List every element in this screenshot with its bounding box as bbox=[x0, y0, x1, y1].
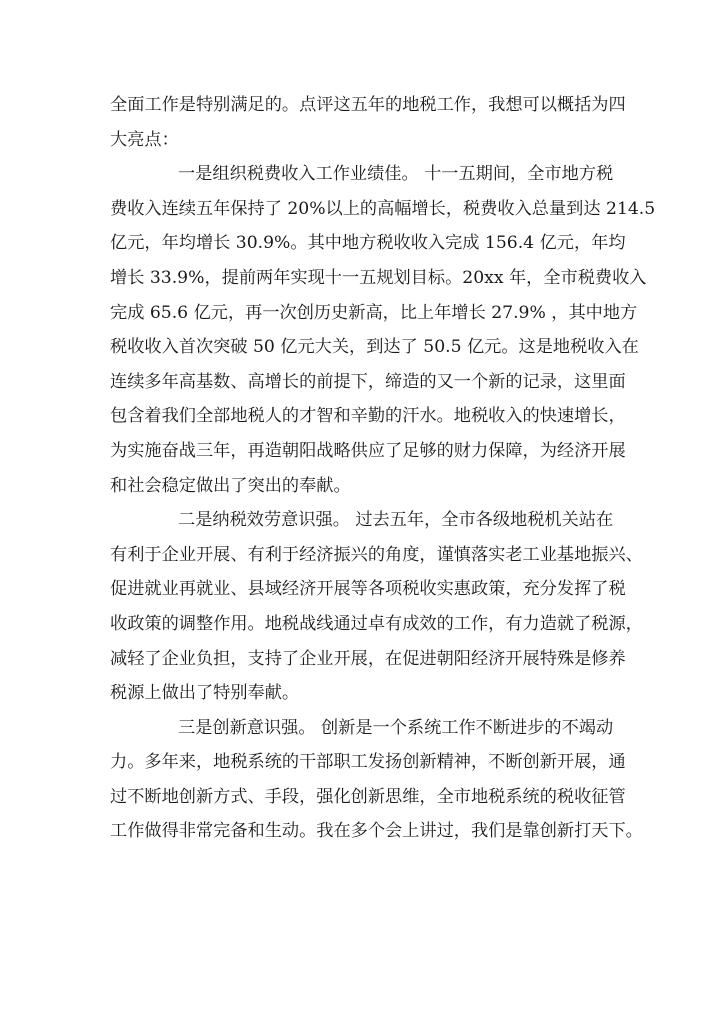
text-line: 增长 33.9%，提前两年实现十一五规划目标。20xx 年，全市税费收入 bbox=[110, 267, 647, 288]
paragraph-intro bbox=[110, 88, 626, 157]
text-line: 过不断地创新方式、手段，强化创新思维，全市地税系统的税收征管 bbox=[110, 786, 626, 807]
text-line: 二是纳税效劳意识强。 过去五年，全市各级地税机关站在 bbox=[178, 510, 614, 531]
document-body bbox=[110, 88, 656, 849]
paragraph-highlight-1 bbox=[110, 157, 656, 503]
paragraph-highlight-2 bbox=[110, 503, 643, 711]
text-line: 亿元，年均增长 30.9%。其中地方税收收入完成 156.4 亿元，年均 bbox=[110, 233, 626, 254]
text-line: 力。多年来，地税系统的干部职工发扬创新精神，不断创新开展，通 bbox=[110, 752, 626, 773]
text-line: 包含着我们全部地税人的才智和辛勤的汗水。地税收入的快速增长， bbox=[110, 406, 626, 427]
text-line: 大亮点： bbox=[110, 129, 179, 150]
text-line: 全面工作是特别满足的。点评这五年的地税工作，我想可以概括为四 bbox=[110, 95, 626, 115]
text-line: 税源上做出了特别奉献。 bbox=[110, 683, 300, 704]
text-line: 费收入连续五年保持了 20%以上的高幅增长，税费收入总量到达 214.5 bbox=[110, 198, 656, 219]
text-line: 减轻了企业负担，支持了企业开展，在促进朝阳经济开展特殊是修养 bbox=[110, 648, 626, 669]
text-line: 有利于企业开展、有利于经济振兴的角度，谨慎落实老工业基地振兴、 bbox=[110, 544, 643, 565]
paragraph-highlight-3 bbox=[110, 711, 643, 849]
text-line: 完成 65.6 亿元，再一次创历史新高，比上年增长 27.9% ，其中地方 bbox=[110, 302, 638, 323]
text-line: 三是创新意识强。 创新是一个系统工作不断进步的不竭动 bbox=[178, 717, 614, 738]
text-line: 和社会稳定做出了突出的奉献。 bbox=[110, 475, 351, 496]
text-line: 收政策的调整作用。地税战线通过卓有成效的工作，有力造就了税源， bbox=[110, 613, 643, 634]
text-line: 促进就业再就业、县域经济开展等各项税收实惠政策，充分发挥了税 bbox=[110, 579, 626, 600]
text-line: 为实施奋战三年，再造朝阳战略供应了足够的财力保障，为经济开展 bbox=[110, 440, 626, 461]
text-line: 一是组织税费收入工作业绩佳。 十一五期间，全市地方税 bbox=[178, 164, 614, 185]
text-line: 工作做得非常完备和生动。我在多个会上讲过，我们是靠创新打天下。 bbox=[110, 821, 643, 842]
text-line: 税收收入首次突破 50 亿元大关，到达了 50.5 亿元。这是地税收入在 bbox=[110, 337, 639, 358]
text-line: 连续多年高基数、高增长的前提下，缔造的又一个新的记录，这里面 bbox=[110, 371, 626, 392]
